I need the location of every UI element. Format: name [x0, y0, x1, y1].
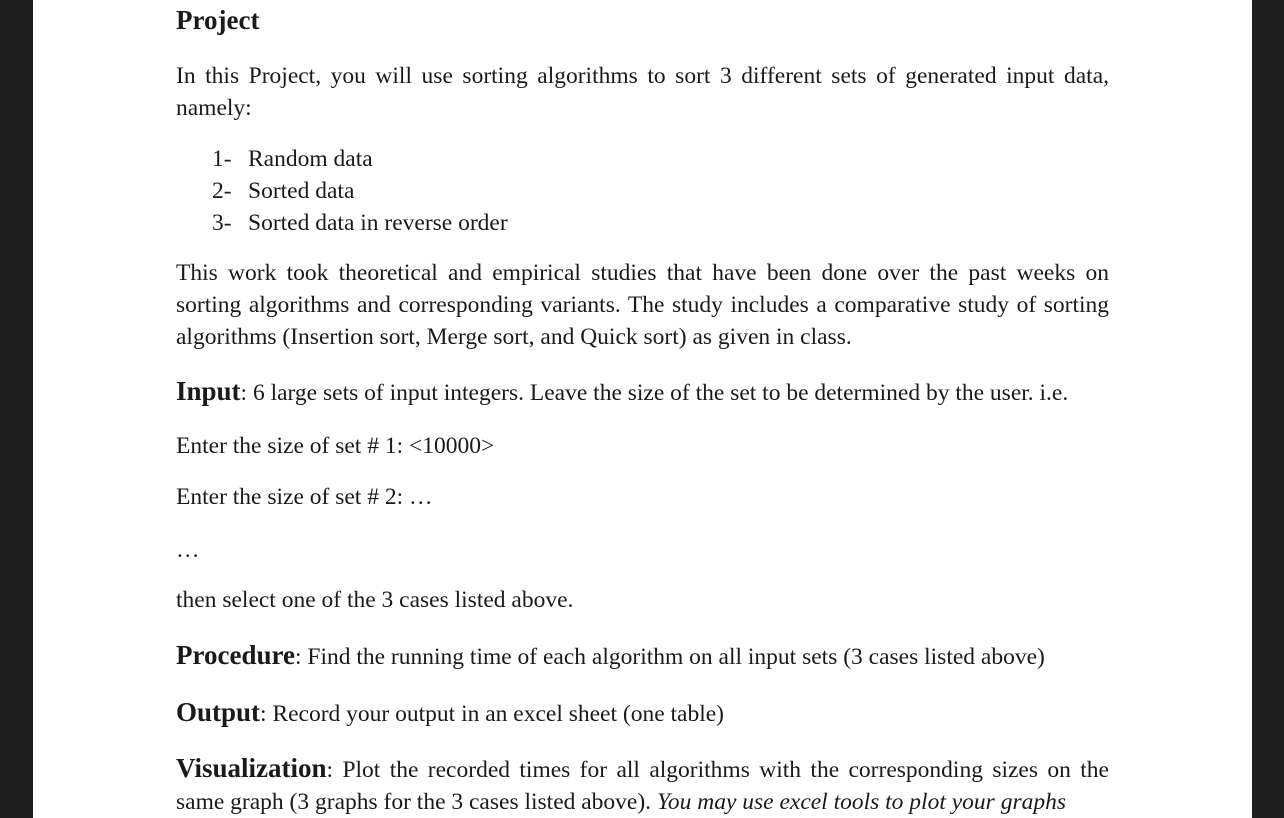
then-select-line: then select one of the 3 cases listed above. [176, 587, 574, 613]
input-line [176, 375, 1068, 409]
output-text: : Record your output in an excel sheet (one table) [260, 701, 725, 727]
input-text: : 6 large sets of input integers. Leave the size of the set to be determined by the user. i.e. [240, 380, 1069, 406]
list-item-number: 3- [212, 210, 232, 236]
output-line [176, 696, 724, 730]
list-item-text: Random data [248, 146, 373, 172]
list-item [212, 207, 508, 239]
visualization-italic-text: You may use excel tools to plot your graphs [656, 789, 1066, 815]
visualization-label: Visualization [176, 753, 327, 783]
page-title: Project [176, 5, 260, 35]
description-paragraph: This work took theoretical and empirical studies that have been done over the past weeks on sorting algorithms and corresponding variants. The study includes a comparative study of sorting algorithms (Insertion sort, Merge sort, and Quick sort) as given in class. [176, 260, 1109, 350]
document-page [33, 0, 1252, 818]
visualization-paragraph [176, 752, 1109, 818]
procedure-text: : Find the running time of each algorithm on all input sets (3 cases listed above) [294, 644, 1045, 670]
list-item [212, 143, 373, 175]
input-label: Input [176, 376, 241, 406]
ellipsis-line: … [176, 537, 200, 563]
procedure-label: Procedure [176, 640, 295, 670]
list-item-text: Sorted data [248, 178, 355, 204]
visualization-text: : Plot the recorded times for all algorithms with the corresponding sizes on the same graph (3 graphs for the 3 cases listed above). [176, 757, 1109, 815]
list-item [212, 175, 354, 207]
prompt-set-2: Enter the size of set # 2: … [176, 484, 433, 510]
list-item-number: 2- [212, 178, 232, 204]
prompt-set-1: Enter the size of set # 1: <10000> [176, 433, 495, 459]
procedure-line [176, 639, 1045, 673]
list-item-text: Sorted data in reverse order [248, 210, 508, 236]
output-label: Output [176, 697, 261, 727]
intro-paragraph: In this Project, you will use sorting algorithms to sort 3 different sets of generated input data, namely: [176, 63, 1109, 121]
list-item-number: 1- [212, 146, 232, 172]
